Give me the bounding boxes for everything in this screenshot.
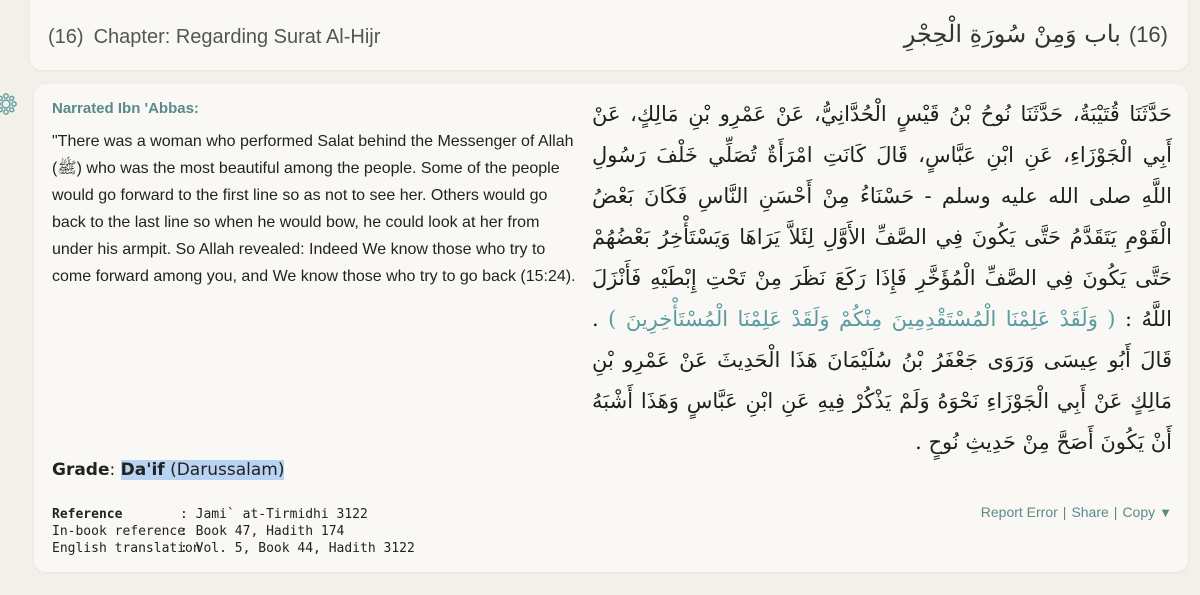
hadith-english-text: "There was a woman who performed Salat behind the Messenger of Allah (ﷺ) who was the most beautiful among the people. Some of the people would go forward to the first line so as not to see her. Others would go back to the last line so when he would bow, he could look at her from under his armpit. So Allah revealed: Indeed We know those who try to come forward among you, and We know those who try to go back (15:24).	[52, 133, 576, 285]
flower-ornament-icon	[0, 92, 18, 116]
grade-value-text: Da'if	[120, 460, 165, 480]
chapter-title-arabic	[904, 20, 1168, 48]
narrator: Narrated Ibn 'Abbas:	[52, 100, 199, 117]
grade	[52, 460, 284, 480]
chapter-title: Chapter: Regarding Surat Al-Hijr	[93, 26, 381, 48]
hadith-arabic-text	[592, 94, 1172, 463]
triangle-down-icon: ▼	[1159, 505, 1172, 520]
separator: |	[1062, 504, 1067, 520]
references	[52, 506, 415, 557]
english-translation-label: English translation	[52, 541, 201, 556]
chapter-number-arabic: (16)	[1128, 22, 1168, 47]
chapter-number: (16)	[48, 26, 84, 48]
arabic-quran-verse: ( وَلَقَدْ عَلِمْنَا الْمُسْتَقْدِمِينَ مِنْكُمْ وَلَقَدْ عَلِمْنَا الْمُسْتَأْخِرِينَ )	[608, 307, 1116, 331]
grade-label: Grade	[52, 460, 110, 480]
hadith-actions	[981, 504, 1172, 520]
share-link[interactable]: Share	[1071, 504, 1109, 520]
reference-row	[52, 506, 415, 523]
chapter-header	[30, 0, 1188, 70]
chapter-title-ar: باب وَمِنْ سُورَةِ الْحِجْرِ	[903, 20, 1121, 48]
in-book-reference-label: In-book reference	[52, 524, 186, 539]
arabic-text-part1: حَدَّثَنَا قُتَيْبَةُ، حَدَّثَنَا نُوحُ بْنُ قَيْسٍ الْحُدَّانِيُّ، عَنْ عَمْرِو بْنِ مَالِكٍ، عَنْ أَبِي الْجَوْزَاءِ، عَنِ ابْنِ عَبَّاسٍ، قَالَ كَانَتِ امْرَأَةٌ تُصَلِّي خَلْفَ رَسُولِ اللَّهِ صلى الله عليه وسلم - حَسْنَاءُ مِنْ أَحْسَنِ النَّاسِ فَكَانَ بَعْضُ الْقَوْمِ يَتَقَدَّمُ حَتَّى يَكُونَ فِي الصَّفِّ الأَوَّلِ لِئَلاَّ يَرَاهَا وَيَسْتَأْخِرُ بَعْضُهُمْ حَتَّى يَكُونَ فِي الصَّفِّ الْمُؤَخَّرِ فَإِذَا رَكَعَ نَظَرَ مِنْ تَحْتِ إِبْطَيْهِ فَأَنْزَلَ اللَّهُ :	[592, 102, 1172, 331]
grade-value	[121, 460, 285, 480]
grade-source: (Darussalam)	[170, 460, 285, 480]
separator: |	[1113, 504, 1118, 520]
arabic-text-part2: . قَالَ أَبُو عِيسَى وَرَوَى جَعْفَرُ بْنُ سُلَيْمَانَ هَذَا الْحَدِيثَ عَنْ عَمْرِو بْنِ مَالِكٍ عَنْ أَبِي الْجَوْزَاءِ نَحْوَهُ وَلَمْ يَذْكُرْ فِيهِ عَنِ ابْنِ عَبَّاسٍ وَهَذَا أَشْبَهُ أَنْ يَكُونَ أَصَحَّ مِنْ حَدِيثِ نُوحٍ .	[592, 307, 1172, 454]
english-translation-value: : Vol. 5, Book 44, Hadith 3122	[180, 541, 415, 556]
in-book-reference-value: : Book 47, Hadith 174	[180, 524, 345, 539]
english-translation-row	[52, 540, 415, 557]
reference-label: Reference	[52, 507, 123, 522]
chapter-title-english	[48, 26, 380, 49]
hadith-card	[34, 84, 1188, 572]
in-book-reference-row	[52, 523, 415, 540]
copy-label: Copy	[1122, 504, 1156, 520]
grade-colon: :	[109, 460, 116, 480]
copy-button[interactable]	[1122, 504, 1172, 520]
report-error-link[interactable]: Report Error	[980, 504, 1058, 520]
reference-value: : Jami` at-Tirmidhi 3122	[180, 507, 368, 522]
